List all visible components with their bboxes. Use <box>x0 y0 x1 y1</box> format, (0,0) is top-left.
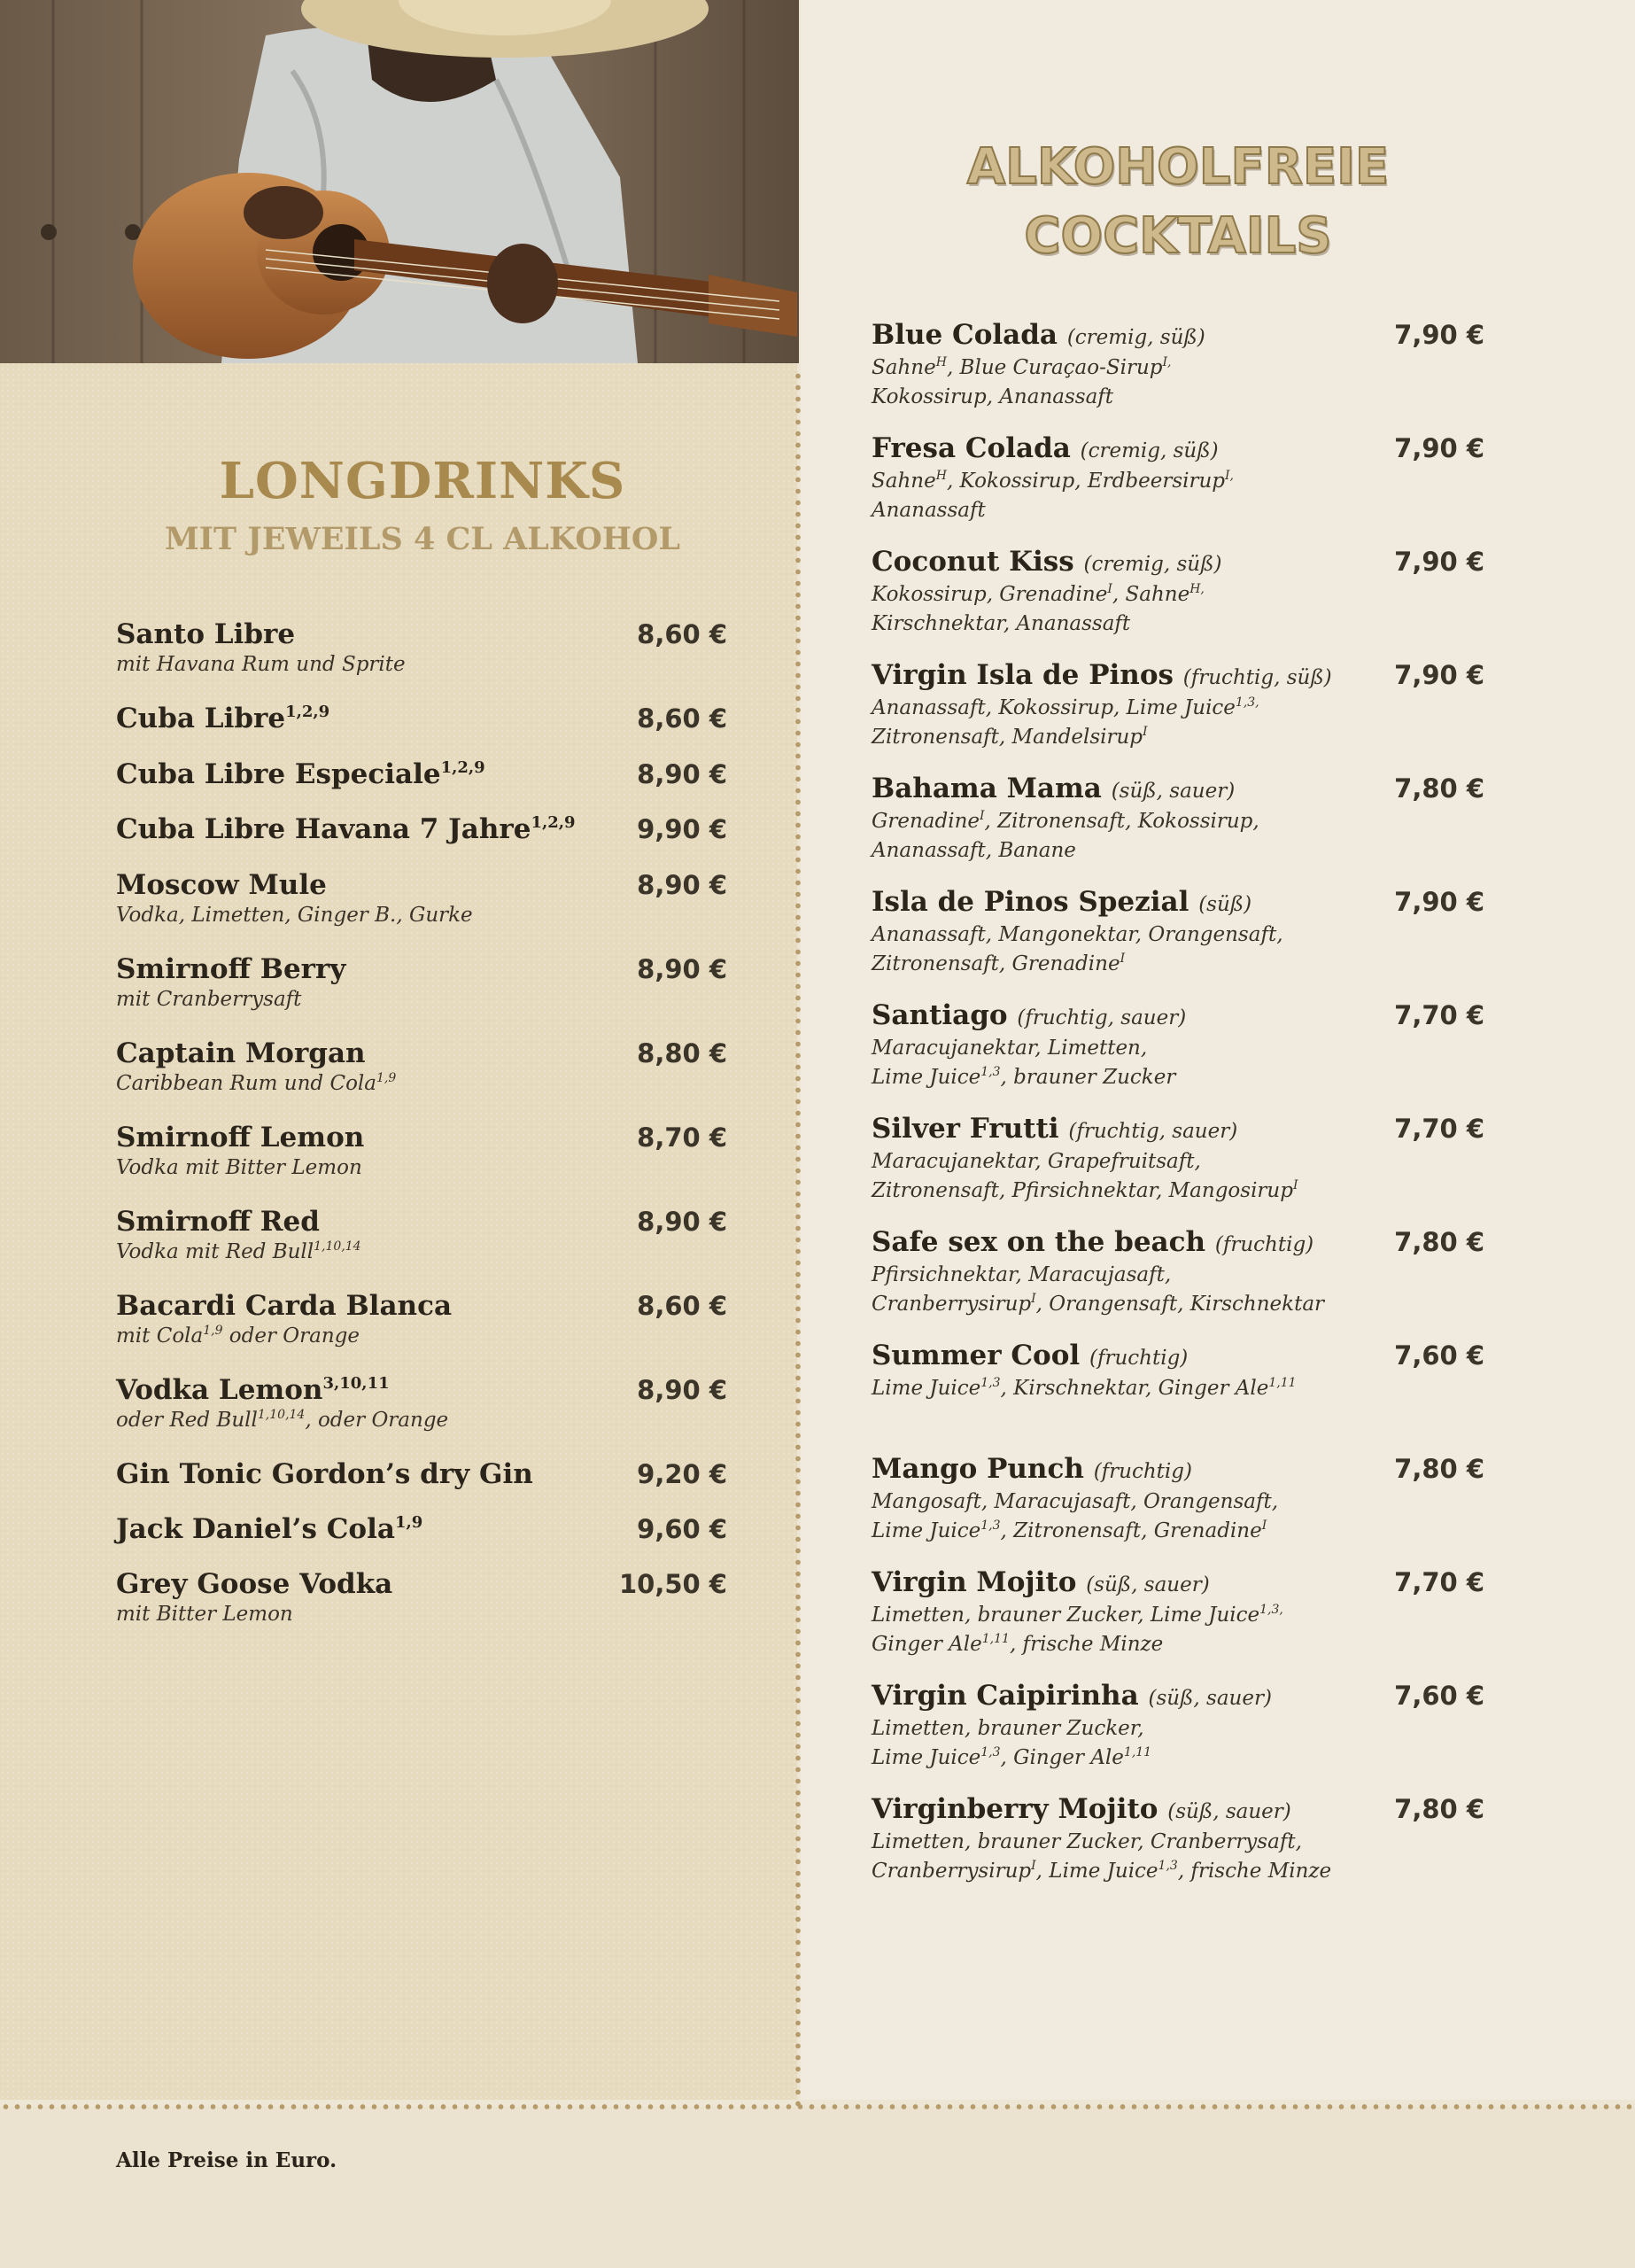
footnote-marker: 3,10,11 <box>322 1374 390 1393</box>
footnote-marker: I <box>1031 1292 1036 1306</box>
item-name-text: Virgin Mojito <box>872 1566 1077 1598</box>
menu-item <box>116 758 727 790</box>
footnote-marker: I, <box>1162 355 1172 369</box>
menu-item <box>116 703 727 734</box>
menu-item <box>872 886 1484 979</box>
item-name-text: Virgin Caipirinha <box>872 1680 1139 1712</box>
item-name <box>116 813 727 845</box>
item-description: Vodka mit Bitter Lemon <box>116 1156 362 1179</box>
item-price: 7,60 € <box>1394 1681 1484 1711</box>
item-description-line: Sahne$^H$, Kokossirup, Erdbeersirup$^{I,}$ <box>872 469 1234 493</box>
item-price: 9,60 € <box>637 1514 727 1544</box>
item-name <box>872 886 1484 920</box>
vertical-dotted-divider <box>794 370 802 2107</box>
menu-item <box>116 1374 727 1435</box>
item-name <box>872 1680 1484 1714</box>
item-description-line: Limetten, brauner Zucker, <box>872 1717 1144 1740</box>
item-name <box>116 1374 727 1406</box>
longdrinks-title: LONGDRINKS <box>219 452 626 510</box>
item-name <box>872 659 1484 694</box>
footnote-marker: H <box>935 355 947 369</box>
item-name <box>116 1513 727 1545</box>
footnote-marker: 1,10,14 <box>314 1239 361 1254</box>
item-price: 7,70 € <box>1394 1114 1484 1144</box>
item-description-line: Ananassaft, Mangonektar, Orangensaft, <box>872 923 1283 946</box>
item-name <box>116 869 727 901</box>
item-description-line: Maracujanektar, Grapefruitsaft, <box>872 1150 1201 1173</box>
item-description: Caribbean Rum und Cola$^{1,9}$ <box>116 1071 397 1095</box>
menu-item <box>872 1566 1484 1659</box>
item-price: 7,80 € <box>1394 773 1484 804</box>
item-taste-note: (fruchtig, sauer) <box>1068 1120 1238 1143</box>
footnote-marker: I <box>1031 1859 1036 1873</box>
item-name-text: Blue Colada <box>872 319 1058 351</box>
item-description-line: Kirschnektar, Ananassaft <box>872 612 1131 635</box>
footnote-marker: 1,9 <box>203 1324 223 1338</box>
item-name <box>872 773 1484 807</box>
longdrinks-subtitle: MIT JEWEILS 4 CL ALKOHOL <box>164 521 681 557</box>
item-name <box>116 618 727 650</box>
footnote-marker: I <box>1261 1518 1267 1533</box>
item-name-text: Mango Punch <box>872 1453 1084 1485</box>
item-name-text: Cuba Libre Especiale <box>116 758 441 790</box>
item-name <box>872 1453 1484 1487</box>
menu-item <box>872 1226 1484 1319</box>
menu-item <box>116 1513 727 1545</box>
footnote-marker: 1,9 <box>394 1513 423 1532</box>
menu-item <box>116 618 727 680</box>
footnote-marker: 1,2,9 <box>440 758 485 777</box>
item-description: Vodka mit Red Bull$^{1,10,14}$ <box>116 1239 361 1263</box>
item-description-line: Maracujanektar, Limetten, <box>872 1037 1148 1060</box>
item-name-text: Santiago <box>872 999 1008 1031</box>
item-price: 8,90 € <box>637 954 727 984</box>
menu-item <box>116 1206 727 1267</box>
item-name-text: Cuba Libre Havana 7 Jahre <box>116 813 531 845</box>
footnote-marker: I <box>980 809 985 823</box>
menu-item <box>872 773 1484 866</box>
item-taste-note: (fruchtig) <box>1093 1460 1192 1483</box>
footnote-marker: H, <box>1189 582 1205 596</box>
footer-band <box>0 2107 1635 2268</box>
item-name-text: Bacardi Carda Blanca <box>116 1290 453 1322</box>
menu-item <box>872 1680 1484 1773</box>
item-description-line: Kokossirup, Grenadine$^I$, Sahne$^{H,}$ <box>872 582 1205 606</box>
item-name-text: Virginberry Mojito <box>872 1793 1158 1825</box>
item-name <box>872 432 1484 467</box>
item-price: 8,70 € <box>637 1122 727 1153</box>
horizontal-dotted-divider <box>0 2103 1635 2110</box>
item-name-text: Coconut Kiss <box>872 546 1074 578</box>
item-name-text: Moscow Mule <box>116 869 327 901</box>
guitar-player-photo <box>0 0 799 363</box>
footnote-marker: H <box>935 469 947 483</box>
item-description: mit Cola$^{1,9}$ oder Orange <box>116 1324 360 1348</box>
item-price: 7,90 € <box>1394 433 1484 463</box>
menu-item <box>872 1793 1484 1886</box>
item-description-line: Grenadine$^I$, Zitronensaft, Kokossirup, <box>872 809 1259 833</box>
item-name-text: Smirnoff Red <box>116 1206 320 1238</box>
item-name <box>872 319 1484 353</box>
menu-item <box>872 1340 1484 1403</box>
item-taste-note: (süß, sauer) <box>1148 1687 1272 1710</box>
footnote-marker: 1,3, <box>1235 695 1259 710</box>
item-price: 8,80 € <box>637 1038 727 1068</box>
item-taste-note: (fruchtig) <box>1214 1233 1314 1256</box>
menu-item <box>116 813 727 845</box>
item-name-text: Smirnoff Lemon <box>116 1122 365 1153</box>
item-price: 7,60 € <box>1394 1340 1484 1371</box>
item-name <box>116 758 727 790</box>
alkoholfreie-title-line2: COCKTAILS <box>1024 207 1332 265</box>
item-description: oder Red Bull$^{1,10,14}$, oder Orange <box>116 1408 449 1432</box>
footnote-marker: 1,9 <box>376 1071 397 1085</box>
item-name-text: Safe sex on the beach <box>872 1226 1206 1258</box>
item-description-line: Sahne$^H$, Blue Curaçao-Sirup$^{I,}$ <box>872 355 1172 379</box>
item-description-line: Ginger Ale$^{1,11}$, frische Minze <box>872 1632 1164 1656</box>
menu-item <box>116 1122 727 1183</box>
menu-item <box>116 1290 727 1351</box>
item-price: 8,60 € <box>637 703 727 734</box>
item-price: 7,80 € <box>1394 1454 1484 1484</box>
item-description-line: Cranberrysirup$^I$, Lime Juice$^{1,3}$, frische Minze <box>872 1859 1332 1883</box>
item-price: 9,90 € <box>637 814 727 844</box>
alkoholfreie-title <box>895 133 1461 271</box>
item-name-text: Santo Libre <box>116 618 296 650</box>
item-price: 7,80 € <box>1394 1794 1484 1824</box>
item-description-line: Ananassaft, Kokossirup, Lime Juice$^{1,3,}$ <box>872 695 1259 719</box>
footnote-marker: 1,11 <box>1268 1376 1297 1390</box>
menu-item <box>872 999 1484 1092</box>
menu-item <box>872 659 1484 752</box>
menu-item <box>872 432 1484 525</box>
item-price: 7,80 € <box>1394 1227 1484 1257</box>
item-name-text: Smirnoff Berry <box>116 953 346 985</box>
item-taste-note: (cremig, süß) <box>1066 326 1205 349</box>
item-description-line: Mangosaft, Maracujasaft, Orangensaft, <box>872 1490 1279 1513</box>
alkoholfreie-title-line1: ALKOHOLFREIE <box>966 138 1390 196</box>
item-description-line: Zitronensaft, Pfirsichnektar, Mangosirup$^I$ <box>872 1178 1298 1202</box>
footnote-marker: 1,2,9 <box>285 703 330 721</box>
footnote-marker: I <box>1120 951 1126 966</box>
item-description: Vodka, Limetten, Ginger B., Gurke <box>116 904 473 927</box>
item-price: 8,60 € <box>637 1291 727 1321</box>
item-description-line: Zitronensaft, Mandelsirup$^I$ <box>872 725 1148 749</box>
item-price: 7,70 € <box>1394 1000 1484 1030</box>
item-description-line: Limetten, brauner Zucker, Lime Juice$^{1,3,}$ <box>872 1603 1283 1627</box>
item-taste-note: (cremig, süß) <box>1080 439 1219 462</box>
item-taste-note: (süß, sauer) <box>1086 1573 1210 1596</box>
item-taste-note: (fruchtig) <box>1089 1347 1189 1370</box>
item-name <box>116 1122 727 1153</box>
footnote-marker: 1,10,14 <box>257 1408 306 1422</box>
item-name <box>116 1206 727 1238</box>
footnote-marker: I <box>1107 582 1112 596</box>
item-name <box>116 1037 727 1069</box>
item-taste-note: (süß) <box>1198 893 1252 916</box>
menu-item <box>116 953 727 1014</box>
item-name <box>116 703 727 734</box>
item-name-text: Cuba Libre <box>116 703 286 734</box>
footnote-marker: 1,3 <box>980 1065 1001 1079</box>
item-name <box>872 546 1484 580</box>
item-price: 7,90 € <box>1394 660 1484 690</box>
footer-note: Alle Preise in Euro. <box>116 2148 337 2172</box>
item-name <box>116 1458 727 1490</box>
item-price: 8,90 € <box>637 870 727 900</box>
item-name-text: Vodka Lemon <box>116 1374 323 1406</box>
footnote-marker: 1,3 <box>1158 1859 1178 1873</box>
footnote-marker: 1,11 <box>1123 1745 1152 1759</box>
footnote-marker: 1,3 <box>980 1518 1001 1533</box>
item-name-text: Captain Morgan <box>116 1037 366 1069</box>
item-taste-note: (fruchtig, süß) <box>1182 666 1332 689</box>
item-price: 7,90 € <box>1394 320 1484 350</box>
item-price: 8,90 € <box>637 1207 727 1237</box>
menu-item <box>872 1453 1484 1546</box>
item-price: 8,90 € <box>637 1375 727 1405</box>
item-description: mit Cranberrysaft <box>116 988 302 1011</box>
item-description-line: Cranberrysirup$^I$, Orangensaft, Kirschnektar <box>872 1292 1325 1316</box>
item-name-text: Bahama Mama <box>872 773 1102 804</box>
item-price: 10,50 € <box>618 1569 727 1599</box>
item-name <box>116 953 727 985</box>
item-name-text: Summer Cool <box>872 1340 1081 1371</box>
item-taste-note: (cremig, süß) <box>1083 553 1222 576</box>
footnote-marker: 1,3 <box>980 1376 1001 1390</box>
item-description-line: Pfirsichnektar, Maracujasaft, <box>872 1263 1172 1286</box>
item-description-line: Ananassaft <box>872 499 986 522</box>
menu-item <box>872 319 1484 412</box>
item-description-line: Zitronensaft, Grenadine$^I$ <box>872 951 1126 975</box>
item-price: 9,20 € <box>637 1459 727 1489</box>
item-taste-note: (fruchtig, sauer) <box>1017 1006 1187 1029</box>
footnote-marker: 1,11 <box>981 1632 1010 1646</box>
footnote-marker: 1,3 <box>980 1745 1001 1759</box>
item-price: 7,90 € <box>1394 887 1484 917</box>
item-taste-note: (süß, sauer) <box>1167 1800 1291 1823</box>
item-name-text: Fresa Colada <box>872 432 1071 464</box>
footnote-marker: 1,3, <box>1259 1603 1283 1617</box>
item-name <box>116 1290 727 1322</box>
item-name <box>872 999 1484 1034</box>
item-price: 7,70 € <box>1394 1567 1484 1597</box>
item-price: 8,90 € <box>637 759 727 789</box>
item-description: mit Bitter Lemon <box>116 1603 293 1626</box>
item-description-line: Ananassaft, Banane <box>872 839 1076 862</box>
item-name <box>872 1340 1484 1374</box>
item-name <box>872 1793 1484 1828</box>
item-description-line: Lime Juice$^{1,3}$, Kirschnektar, Ginger Ale$^{1,11}$ <box>872 1376 1297 1400</box>
item-description-line: Limetten, brauner Zucker, Cranberrysaft, <box>872 1830 1302 1853</box>
item-description-line: Lime Juice$^{1,3}$, Zitronensaft, Grenadine$^I$ <box>872 1518 1267 1542</box>
menu-item <box>116 1037 727 1099</box>
menu-item <box>116 1458 727 1490</box>
menu-item <box>116 1568 727 1629</box>
footnote-marker: I, <box>1225 469 1234 483</box>
item-description-line: Kokossirup, Ananassaft <box>872 385 1114 408</box>
item-name-text: Gin Tonic Gordon’s dry Gin <box>116 1458 533 1490</box>
item-price: 8,60 € <box>637 619 727 649</box>
footnote-marker: I <box>1143 725 1148 739</box>
menu-item <box>872 1113 1484 1206</box>
item-name <box>872 1566 1484 1601</box>
item-description-line: Lime Juice$^{1,3}$, brauner Zucker <box>872 1065 1176 1089</box>
item-price: 7,90 € <box>1394 547 1484 577</box>
item-name <box>872 1226 1484 1261</box>
footnote-marker: I <box>1292 1178 1298 1192</box>
item-description: mit Havana Rum und Sprite <box>116 653 406 676</box>
item-name-text: Silver Frutti <box>872 1113 1059 1145</box>
item-name-text: Virgin Isla de Pinos <box>872 659 1174 691</box>
item-name-text: Grey Goose Vodka <box>116 1568 393 1600</box>
item-name <box>872 1113 1484 1147</box>
menu-item <box>872 546 1484 639</box>
menu-item <box>116 869 727 930</box>
item-name-text: Isla de Pinos Spezial <box>872 886 1189 918</box>
item-description-line: Lime Juice$^{1,3}$, Ginger Ale$^{1,11}$ <box>872 1745 1152 1769</box>
item-name-text: Jack Daniel’s Cola <box>116 1513 395 1545</box>
footnote-marker: 1,2,9 <box>531 813 576 832</box>
item-taste-note: (süß, sauer) <box>1111 780 1236 803</box>
